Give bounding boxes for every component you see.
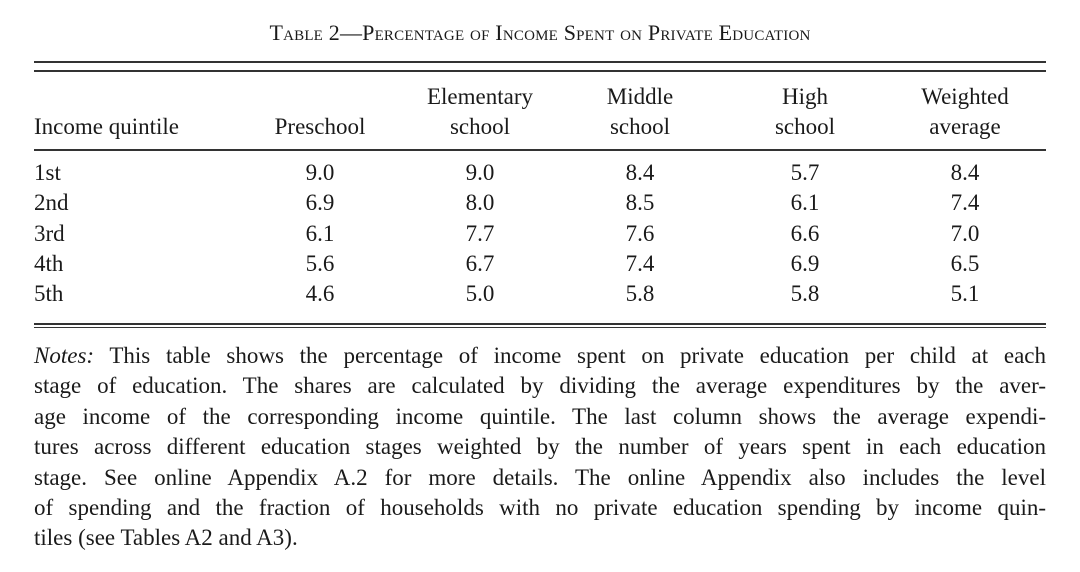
table-notes [34, 341, 1046, 554]
table-cell: 6.1 [305, 220, 335, 246]
row-label: 2nd [34, 190, 69, 216]
notes-text: stage. See online Appendix A.2 for more details. The online Appendix also includes the level [34, 464, 1046, 490]
notes-line [34, 463, 1046, 493]
notes-text: of spending and the fraction of households with no private education spending by income quin- [34, 495, 1046, 521]
header-line-1: Middle [606, 84, 674, 109]
table-cell: 9.0 [465, 160, 495, 185]
row-label: 5th [34, 281, 64, 307]
column-header [725, 82, 885, 142]
table-cell: 6.7 [465, 250, 495, 276]
table-cell: 7.6 [625, 220, 655, 246]
table-cell: 9.0 [305, 160, 335, 185]
header-line-1: Elementary [426, 84, 533, 109]
table-title: Table 2—Percentage of Income Spent on Private Education [269, 20, 811, 45]
table-cell: 5.8 [790, 281, 820, 307]
table-cell: 7.4 [950, 190, 980, 216]
header-line-2: school [449, 114, 511, 139]
header-line-2: Preschool [274, 114, 366, 139]
notes-line [34, 371, 1046, 401]
notes-line [34, 523, 1046, 553]
table-cell: 5.7 [790, 160, 820, 185]
bottom-rule [34, 323, 1046, 325]
table-cell: 8.4 [950, 160, 980, 185]
header-line-1: Weighted [921, 84, 1009, 109]
notes-text: This table shows the percentage of income spent on private education per child at each [94, 343, 1046, 368]
header-line-1 [34, 82, 254, 112]
header-line-2: school [774, 114, 836, 139]
table-cell: 6.9 [790, 250, 820, 276]
table-cell: 5.6 [305, 250, 335, 276]
header-line-1: High [782, 84, 828, 109]
notes-label: Notes: [34, 343, 95, 368]
column-header [560, 82, 720, 142]
table-cell: 8.4 [625, 160, 655, 185]
header-line-2: school [609, 114, 671, 139]
table-cell: 5.0 [465, 281, 495, 307]
table-cell: 6.1 [790, 190, 820, 216]
table-cell: 7.4 [625, 250, 655, 276]
header-line-2: Income quintile [34, 114, 179, 139]
notes-line [34, 432, 1046, 462]
top-rule-2 [34, 70, 1046, 72]
table-cell: 7.0 [950, 220, 980, 246]
notes-text: stage of education. The shares are calculated by dividing the average expenditures by the aver- [34, 373, 1046, 399]
top-rule [34, 61, 1046, 63]
table-cell: 4.6 [305, 281, 335, 307]
notes-text: age income of the corresponding income quintile. The last column shows the average expendi- [34, 403, 1046, 429]
column-header [240, 82, 400, 142]
notes-text: tures across different education stages weighted by the number of years spent in each education [34, 434, 1046, 460]
header-rule [34, 149, 1046, 151]
table-cell: 7.7 [465, 220, 495, 246]
table-cell: 5.8 [625, 281, 655, 307]
bottom-rule-2 [34, 327, 1046, 328]
notes-line [34, 341, 1046, 371]
table-cell: 6.6 [790, 220, 820, 246]
column-header [34, 82, 254, 142]
table-cell: 5.1 [950, 281, 980, 307]
row-label: 3rd [34, 220, 65, 246]
header-line-1 [240, 82, 400, 112]
row-label: 1st [34, 160, 61, 185]
table-cell: 6.5 [950, 250, 980, 276]
row-label: 4th [34, 250, 64, 276]
table-cell: 8.0 [465, 190, 495, 216]
column-header [885, 82, 1045, 142]
header-line-2: average [929, 114, 1001, 139]
table-cell: 6.9 [305, 190, 335, 216]
notes-text: tiles (see Tables A2 and A3). [34, 525, 298, 551]
notes-line [34, 493, 1046, 523]
table-cell: 8.5 [625, 190, 655, 216]
notes-line [34, 402, 1046, 432]
column-header [400, 82, 560, 142]
